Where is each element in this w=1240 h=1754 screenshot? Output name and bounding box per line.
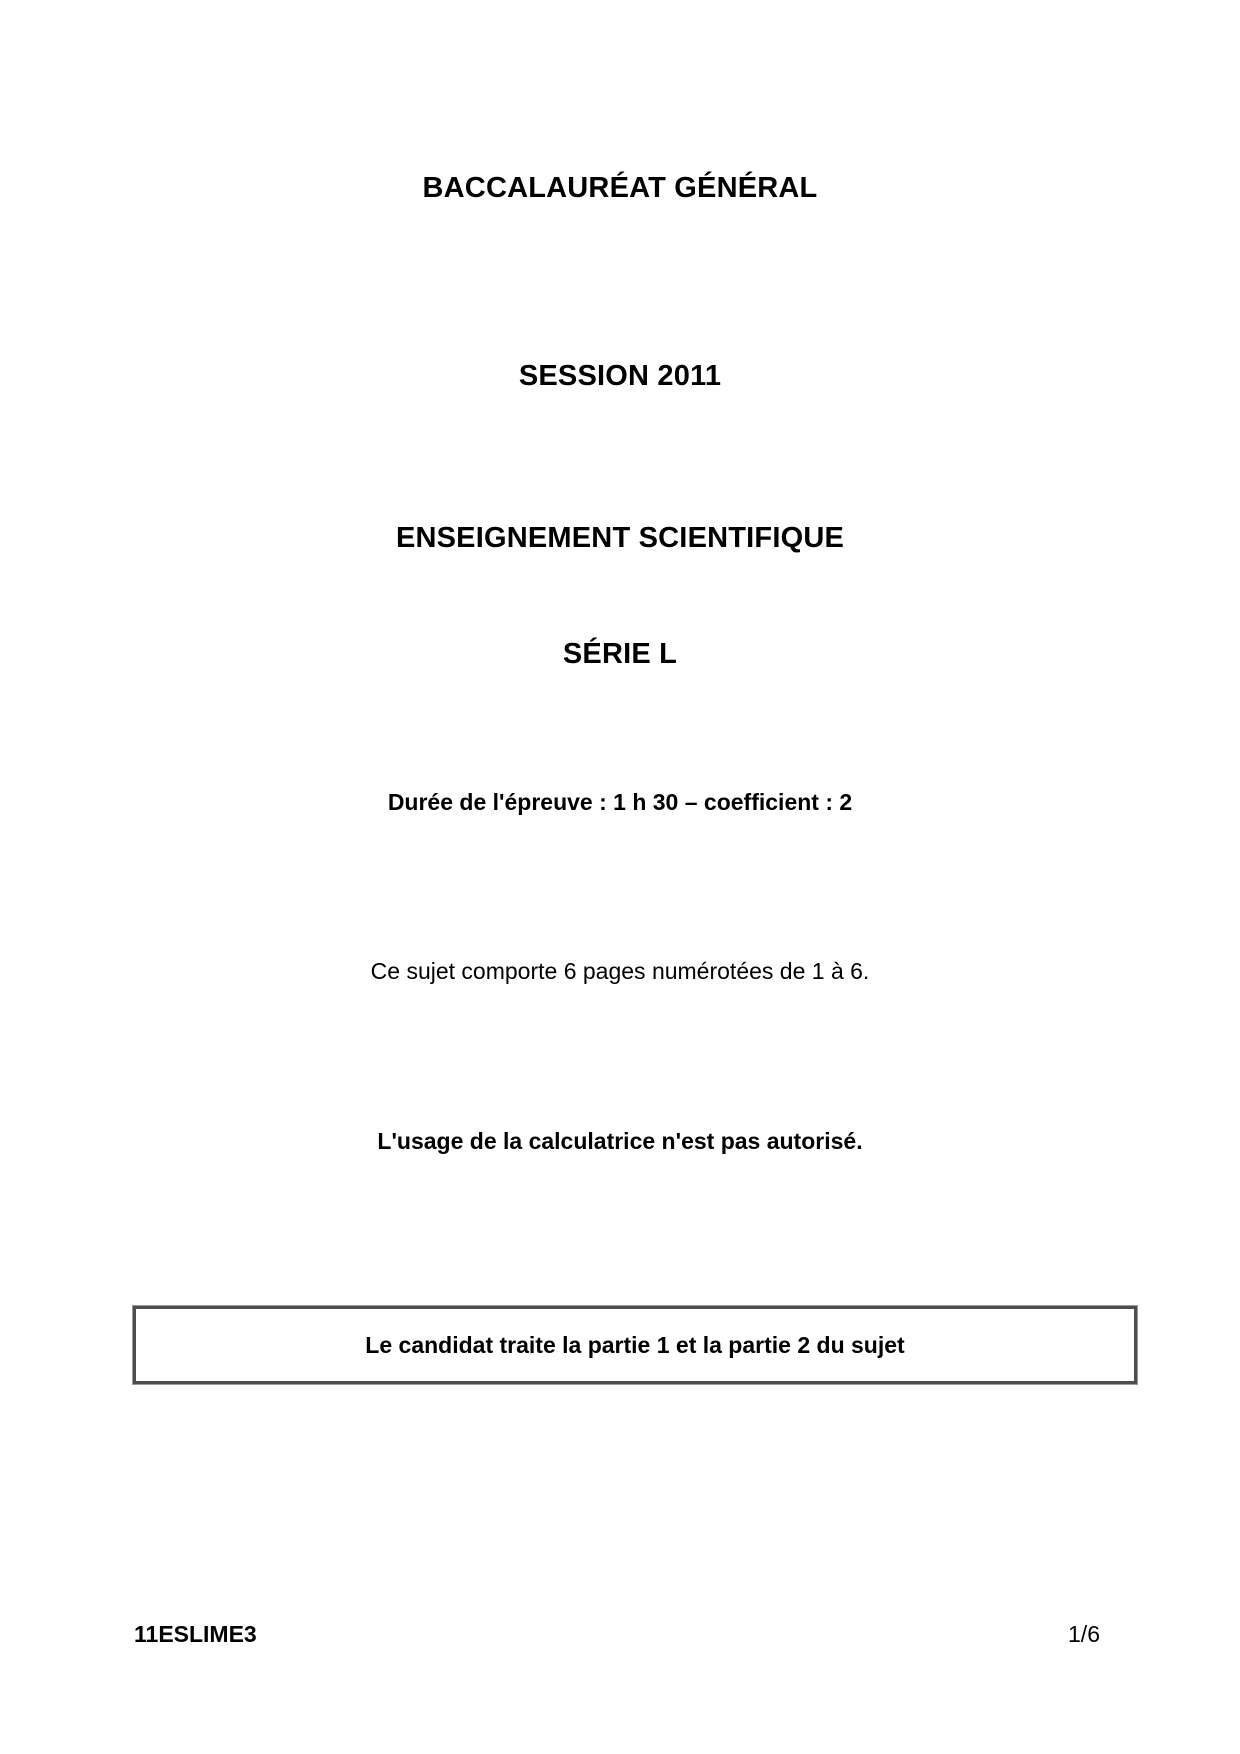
pages-count-note: Ce sujet comporte 6 pages numérotées de 1 à 6. — [370, 958, 870, 984]
page-footer — [134, 1621, 1100, 1648]
candidate-instruction-text: Le candidat traite la partie 1 et la partie 2 du sujet — [365, 1331, 905, 1358]
duration-coefficient-line: Durée de l'épreuve : 1 h 30 – coefficient : 2 — [387, 789, 853, 815]
page-number: 1/6 — [1068, 1621, 1100, 1647]
series-heading: SÉRIE L — [562, 638, 678, 670]
candidate-instruction-box — [133, 1306, 1137, 1384]
exam-reference-code: 11ESLIME3 — [134, 1621, 257, 1647]
calculator-not-allowed-note: L'usage de la calculatrice n'est pas autorisé. — [377, 1128, 863, 1154]
subject-heading: ENSEIGNEMENT SCIENTIFIQUE — [395, 522, 845, 554]
document-title: BACCALAURÉAT GÉNÉRAL — [422, 172, 818, 204]
session-heading: SESSION 2011 — [518, 360, 722, 392]
